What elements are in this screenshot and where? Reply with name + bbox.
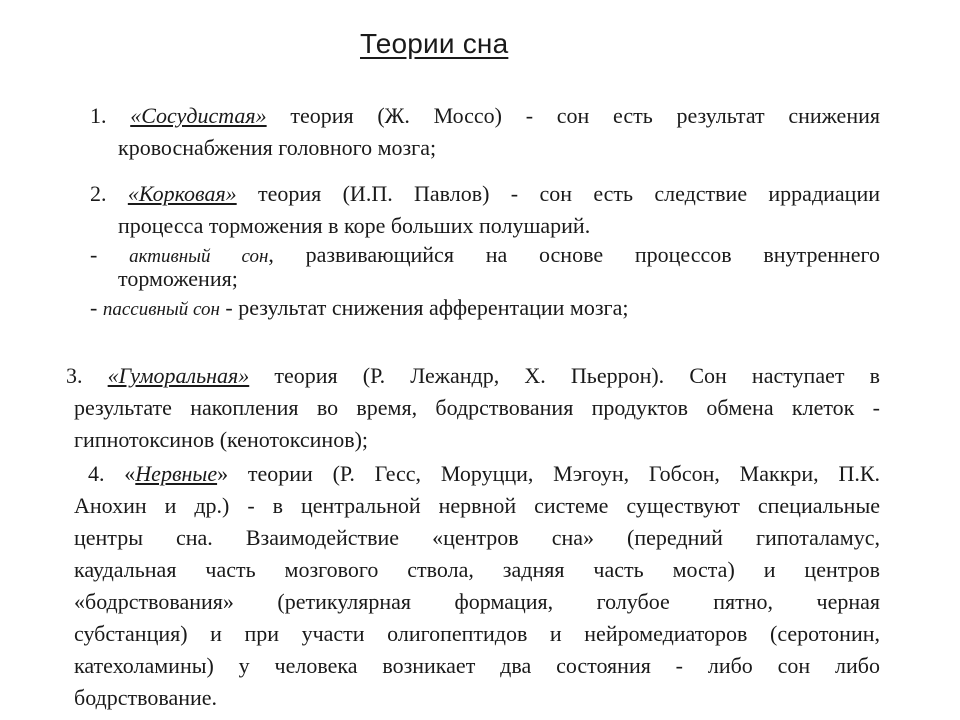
theory-item-1-line2: кровоснабжения головного мозга; [118, 135, 437, 160]
subitem-active-sleep [90, 244, 880, 290]
theory-item-4-line: Анохин и др.) - в центральной нервной системе существуют специальные [74, 493, 880, 518]
item-number: 4. [88, 461, 105, 486]
subitem-active-line2: торможения; [118, 266, 238, 291]
quote-close: » [217, 461, 229, 486]
dash: - [90, 242, 130, 267]
item-text: теории (Р. Гесс, Моруцци, Мэгоун, Гобсон, Маккри, П.К. [228, 461, 881, 486]
term: пассивный сон [102, 299, 220, 320]
item-number: 1. [90, 103, 107, 128]
theory-name: «Корковая» [127, 181, 237, 206]
item-text: теория (Р. Лежандр, Х. Пьеррон). Сон наступает в [249, 363, 881, 388]
theory-item-3 [66, 360, 880, 456]
item-text: теория (И.П. Павлов) - сон есть следствие иррадиации [236, 181, 880, 206]
term: активный сон [129, 246, 269, 267]
dash: - [90, 295, 103, 320]
theory-item-2 [90, 178, 880, 242]
theory-name: «Гуморальная» [107, 363, 250, 388]
subitem-passive-sleep [90, 292, 880, 326]
subitem-active-line1 [90, 244, 880, 268]
theory-name: «Сосудистая» [130, 103, 267, 128]
theory-item-4-line: центры сна. Взаимодействие «центров сна» (передний гипоталамус, [74, 525, 880, 550]
theory-item-4-line: субстанция) и при участи олигопептидов и нейромедиаторов (серотонин, [74, 621, 880, 646]
theory-item-3-line2: результате накопления во время, бодрствования продуктов обмена клеток - [74, 395, 880, 420]
theory-item-4-line1 [74, 458, 880, 490]
theory-item-3-line3: гипнотоксинов (кенотоксинов); [74, 427, 369, 452]
theory-item-4-last-line: бодрствование. [74, 685, 218, 710]
theory-item-4-line: катехоламины) у человека возникает два состояния - либо сон либо [74, 653, 880, 678]
item-number: 3. [66, 363, 83, 388]
page-title: Теории сна [360, 28, 509, 59]
theory-item-1 [90, 100, 880, 164]
quote-open: « [124, 461, 136, 486]
theory-item-4 [74, 458, 880, 714]
theory-item-1-line1 [90, 100, 880, 132]
theory-item-4-line: каудальная часть мозгового ствола, задняя часть моста) и центров [74, 557, 880, 582]
item-number: 2. [90, 181, 107, 206]
theory-item-2-line2: процесса торможения в коре больших полушарий. [118, 213, 591, 238]
theory-item-4-line: «бодрствования» (ретикулярная формация, голубое пятно, черная [74, 589, 880, 614]
item-text: теория (Ж. Моссо) - сон есть результат снижения [266, 103, 880, 128]
theory-name: Нервные [135, 461, 218, 486]
theory-item-3-line1 [66, 360, 880, 392]
theory-item-2-line1 [90, 178, 880, 210]
item-text: - результат снижения афферентации мозга; [219, 295, 629, 320]
item-text: , развивающийся на основе процессов внутреннего [268, 242, 880, 267]
